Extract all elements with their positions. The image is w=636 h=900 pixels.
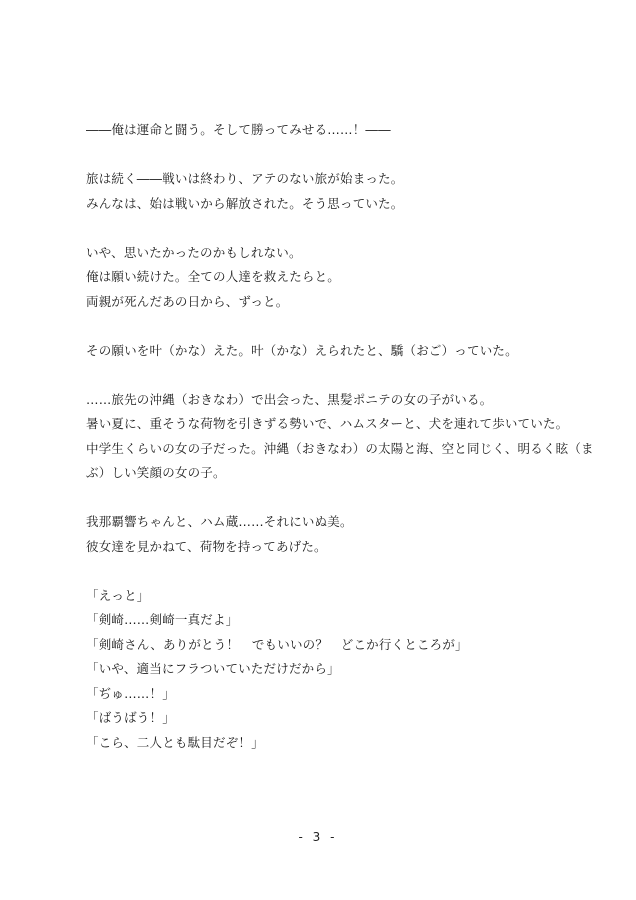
text-line: 「いや、適当にフラついていただけだから」: [86, 661, 340, 676]
text-line: 「えっと」: [86, 587, 150, 603]
blank-line: [86, 559, 606, 584]
text-line: ぶ）しい笑顔の女の子。: [86, 465, 226, 480]
blank-line: [86, 216, 606, 241]
blank-line: [86, 486, 606, 511]
text-line: 中学生くらいの女の子だった。沖縄（おきなわ）の太陽と海、空と同じく、明るく眩（ま: [86, 440, 594, 456]
text-line: みんなは、始は戦いから解放された。そう思っていた。: [86, 195, 404, 211]
text-line: その願いを叶（かな）えた。叶（かな）えられたと、驕（おご）っていた。: [86, 342, 518, 358]
body-text: [86, 118, 606, 755]
blank-line: [86, 314, 606, 339]
text-line: 暑い夏に、重そうな荷物を引きずる勢いで、ハムスターと、犬を連れて歩いていた。: [86, 416, 569, 431]
text-line: 「ぢゅ……！」: [86, 685, 175, 701]
blank-line: [86, 363, 606, 388]
text-line: ――俺は運命と闘う。そして勝ってみせる……！――: [86, 122, 391, 137]
text-line: 両親が死んだあの日から、ずっと。: [86, 293, 289, 309]
text-line: 旅は続く――戦いは終わり、アテのない旅が始まった。: [86, 171, 404, 186]
text-line: 「こら、二人とも駄目だぞ！」: [86, 734, 264, 750]
text-line: 「ばうばう！」: [86, 710, 175, 725]
text-line: ……旅先の沖縄（おきなわ）で出会った、黒髪ポニテの女の子がいる。: [86, 391, 493, 407]
text-line: 「剣崎さん、ありがとう！ でもいいの？ どこか行くところが」: [86, 636, 468, 652]
text-line: 我那覇響ちゃんと、ハム蔵……それにいぬ美。: [86, 514, 353, 529]
page-number: - 3 -: [298, 830, 338, 844]
text-line: 「剣崎……剣崎一真だよ」: [86, 612, 239, 627]
text-line: 彼女達を見かねて、荷物を持ってあげた。: [86, 538, 327, 554]
blank-line: [86, 143, 606, 168]
text-line: いや、思いたかったのかもしれない。: [86, 244, 302, 260]
text-line: 俺は願い続けた。全ての人達を救えたらと。: [86, 269, 341, 284]
